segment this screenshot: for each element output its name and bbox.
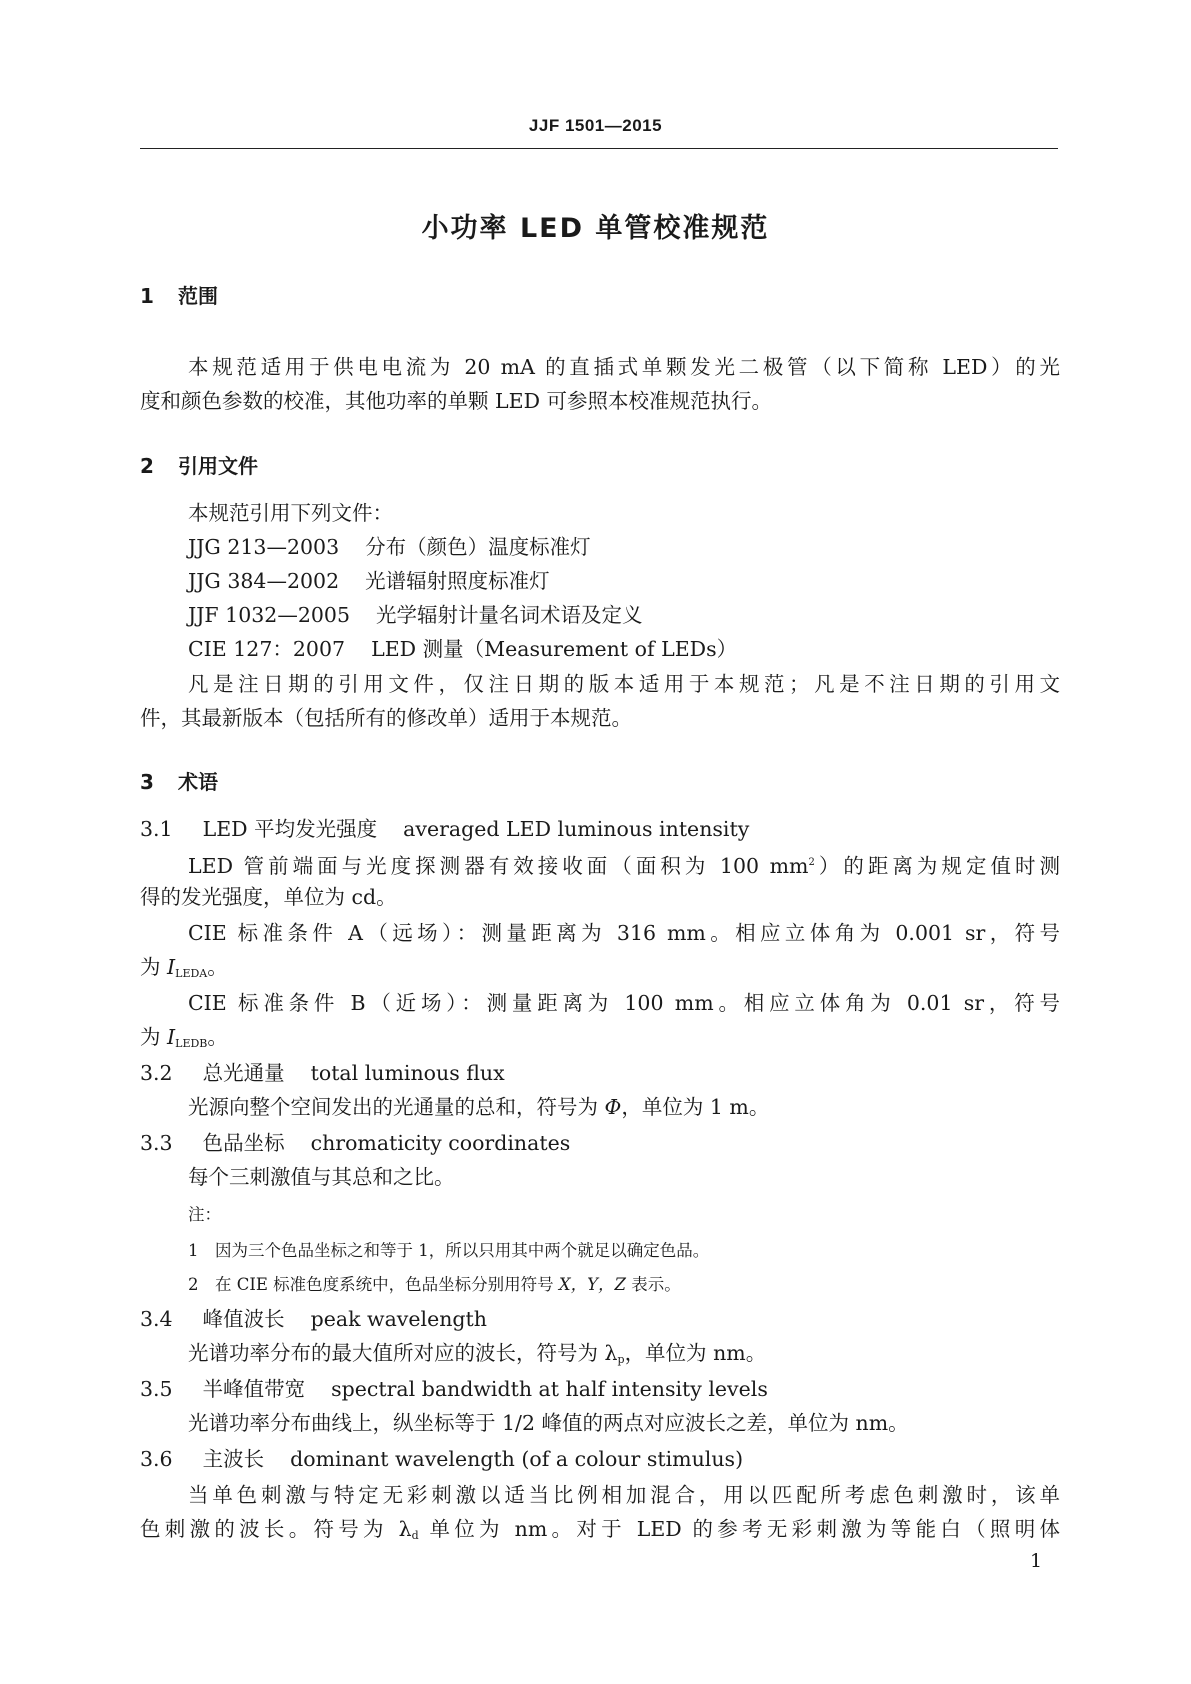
definition-line: CIE 标准条件 B（近场）：测量距离为 100 mm。相应立体角为 0.01 sr，符号: [188, 991, 1060, 1015]
symbol: I: [167, 1025, 176, 1049]
term-number: 3.6: [140, 1447, 173, 1471]
definition-line: [188, 1336, 1060, 1377]
term-number: 3.5: [140, 1377, 173, 1401]
note-text: 表示。: [626, 1275, 681, 1294]
reference-code: JJG 384—2002: [188, 569, 340, 593]
reference-code: CIE 127：2007: [188, 637, 346, 661]
reference-name: 分布（颜色）温度标准灯: [365, 535, 591, 559]
term-number: 3.3: [140, 1131, 173, 1155]
reference-item: [188, 564, 1060, 598]
term-chinese: 总光通量: [202, 1061, 285, 1085]
symbol: X，Y，Z: [558, 1275, 627, 1294]
term-english: peak wavelength: [310, 1307, 487, 1331]
note-label: 注：: [188, 1205, 221, 1224]
subscript: LEDA: [175, 967, 208, 980]
symbol: Φ: [604, 1095, 622, 1119]
superscript: 2: [808, 857, 815, 868]
term-english: total luminous flux: [310, 1061, 505, 1085]
reference-code: JJG 213—2003: [188, 535, 340, 559]
term-english: dominant wavelength (of a colour stimulus): [290, 1447, 744, 1471]
scope-paragraph-line: 本规范适用于供电电流为 20 mA 的直插式单颗发光二极管（以下简称 LED）的光: [188, 355, 1060, 379]
section-heading-3: [140, 766, 1060, 795]
reference-item: [188, 632, 1060, 666]
section-heading-1: [140, 280, 1060, 309]
reference-name: 光谱辐射照度标准灯: [365, 569, 550, 593]
definition-line: [140, 1512, 1060, 1553]
term-3-1-heading: [140, 812, 1060, 846]
references-note-line: 件，其最新版本（包括所有的修改单）适用于本规范。: [140, 706, 632, 730]
subscript: p: [617, 1353, 625, 1366]
definition-line: 光谱功率分布曲线上，纵坐标等于 1/2 峰值的两点对应波长之差，单位为 nm。: [188, 1411, 909, 1435]
page-number: 1: [1030, 1550, 1043, 1572]
definition-line: 得的发光强度，单位为 cd。: [140, 885, 397, 909]
term-chinese: 色品坐标: [202, 1131, 285, 1155]
section-title: 术语: [178, 770, 218, 794]
definition-text: LED 管前端面与光度探测器有效接收面（面积为 100 mm: [188, 854, 809, 878]
scope-paragraph-line: 度和颜色参数的校准，其他功率的单颗 LED 可参照本校准规范执行。: [140, 389, 773, 413]
note-item: [188, 1268, 1060, 1302]
header-rule: [140, 148, 1058, 149]
term-chinese: 主波长: [202, 1447, 265, 1471]
section-title: 范围: [178, 284, 218, 308]
term-chinese: 半峰值带宽: [202, 1377, 306, 1401]
section-heading-2: [140, 450, 1060, 479]
definition-line: 每个三刺激值与其总和之比。: [188, 1165, 455, 1189]
section-number: 1: [140, 284, 154, 308]
term-3-6-heading: [140, 1442, 1060, 1476]
reference-item: [188, 530, 1060, 564]
term-3-4-heading: [140, 1302, 1060, 1336]
term-english: spectral bandwidth at half intensity levels: [331, 1377, 768, 1401]
definition-line: [140, 950, 1060, 991]
definition-text: 光源向整个空间发出的光通量的总和，符号为: [188, 1095, 605, 1119]
definition-text: 。: [207, 1025, 228, 1049]
references-intro: 本规范引用下列文件：: [188, 501, 393, 525]
subscript: d: [411, 1529, 419, 1542]
term-english: averaged LED luminous intensity: [403, 817, 750, 841]
standard-code: JJF 1501—2015: [528, 116, 663, 135]
definition-text: ，单位为 nm。: [624, 1341, 767, 1365]
definition-text: 单位为 nm。对于 LED 的参考无彩刺激为等能白（照明体: [418, 1517, 1060, 1541]
term-english: chromaticity coordinates: [310, 1131, 571, 1155]
term-3-3-heading: [140, 1126, 1060, 1160]
term-3-5-heading: [140, 1372, 1060, 1406]
reference-name: 光学辐射计量名词术语及定义: [376, 603, 643, 627]
definition-line: [140, 1020, 1060, 1061]
symbol: I: [167, 955, 176, 979]
note-item: 1 因为三个色品坐标之和等于 1，所以只用其中两个就足以确定色品。: [188, 1241, 710, 1260]
term-3-2-heading: [140, 1056, 1060, 1090]
section-number: 2: [140, 454, 154, 478]
definition-line: [188, 846, 1060, 883]
document-title: 小功率 LED 单管校准规范: [421, 213, 770, 244]
definition-text: ，单位为 1 m。: [621, 1095, 770, 1119]
term-number: 3.1: [140, 817, 173, 841]
definition-text: ）的距离为规定值时测: [814, 854, 1060, 878]
reference-name: LED 测量（Measurement of LEDs）: [371, 637, 738, 661]
definition-line: CIE 标准条件 A（远场）：测量距离为 316 mm。相应立体角为 0.001 sr，符号: [188, 921, 1060, 945]
definition-line: 当单色刺激与特定无彩刺激以适当比例相加混合，用以匹配所考虑色刺激时，该单: [188, 1483, 1060, 1507]
term-number: 3.2: [140, 1061, 173, 1085]
definition-text: 色刺激的波长。符号为 λ: [140, 1517, 412, 1541]
definition-text: 。: [207, 955, 228, 979]
term-chinese: 峰值波长: [202, 1307, 285, 1331]
reference-item: [188, 598, 1060, 632]
references-note-line: 凡是注日期的引用文件，仅注日期的版本适用于本规范；凡是不注日期的引用文: [188, 672, 1060, 696]
note-text: 2 在 CIE 标准色度系统中，色品坐标分别用符号: [188, 1275, 559, 1294]
subscript: LEDB: [175, 1037, 208, 1050]
definition-line: [188, 1090, 1060, 1124]
definition-text: 为: [140, 1025, 168, 1049]
definition-text: 光谱功率分布的最大值所对应的波长，符号为 λ: [188, 1341, 618, 1365]
term-number: 3.4: [140, 1307, 173, 1331]
section-number: 3: [140, 770, 154, 794]
reference-code: JJF 1032—2005: [188, 603, 351, 627]
section-title: 引用文件: [178, 454, 258, 478]
term-chinese: LED 平均发光强度: [202, 817, 378, 841]
definition-text: 为: [140, 955, 168, 979]
